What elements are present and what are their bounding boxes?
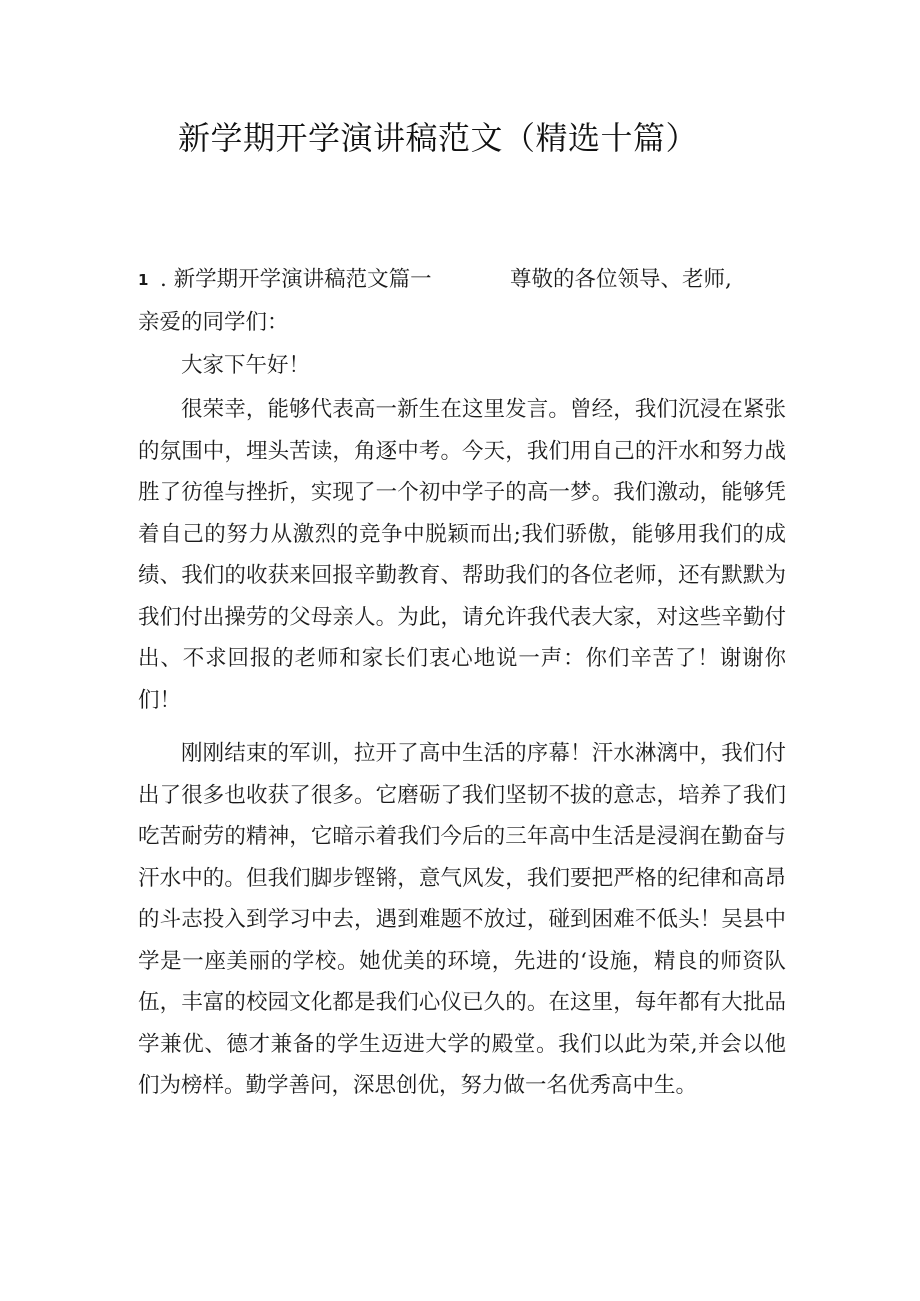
paragraph-block-1 xyxy=(138,389,786,721)
section-number: 1 xyxy=(138,271,149,289)
document-title: 新学期开学演讲稿范文（精选十篇） xyxy=(178,119,699,157)
salutation-leaders-teachers: 尊敬的各位领导、老师, xyxy=(510,267,732,292)
section-heading xyxy=(138,262,786,298)
section-title: . 新学期开学演讲稿范文篇一 xyxy=(160,267,432,292)
salutation-students: 亲爱的同学们： xyxy=(138,310,289,335)
body-paragraph: 很荣幸，能够代表高一新生在这里发言。曾经，我们沉浸在紧张的氛围中，埋头苦读，角逐中考。今天，我们用自己的汗水和努力战胜了彷徨与挫折，实现了一个初中学子的高一梦。我们激动，能够凭着自己的努力从激烈的竞争中脱颖而出;我们骄傲，能够用我们的成绩、我们的收获来回报辛勤教育、帮助我们的各位老师，还有默默为我们付出操劳的父母亲人。为此，请允许我代表大家，对这些辛勤付出、不求回报的老师和家长们衷心地说一声：你们辛苦了！谢谢你们！ xyxy=(138,397,786,713)
greeting-line: 大家下午好！ xyxy=(181,353,311,378)
body-paragraph: 刚刚结束的军训，拉开了高中生活的序幕！汗水淋漓中，我们付出了很多也收获了很多。它磨砺了我们坚韧不拔的意志，培养了我们吃苦耐劳的精神，它暗示着我们今后的三年高中生活是浸润在勤奋与汗水中的。但我们脚步铿锵，意气风发，我们要把严格的纪律和高昂的斗志投入到学习中去，遇到难题不放过，碰到困难不低头！吴县中学是一座美丽的学校。她优美的环境，先进的‘设施，精良的师资队伍，丰富的校园文化都是我们心仪已久的。在这里，每年都有大批品学兼优、德才兼备的学生迈进大学的殿堂。我们以此为荣,并会以他们为榜样。勤学善问，深思创优，努力做一名优秀高中生。 xyxy=(138,741,786,1098)
paragraph-block-2 xyxy=(138,733,786,1107)
